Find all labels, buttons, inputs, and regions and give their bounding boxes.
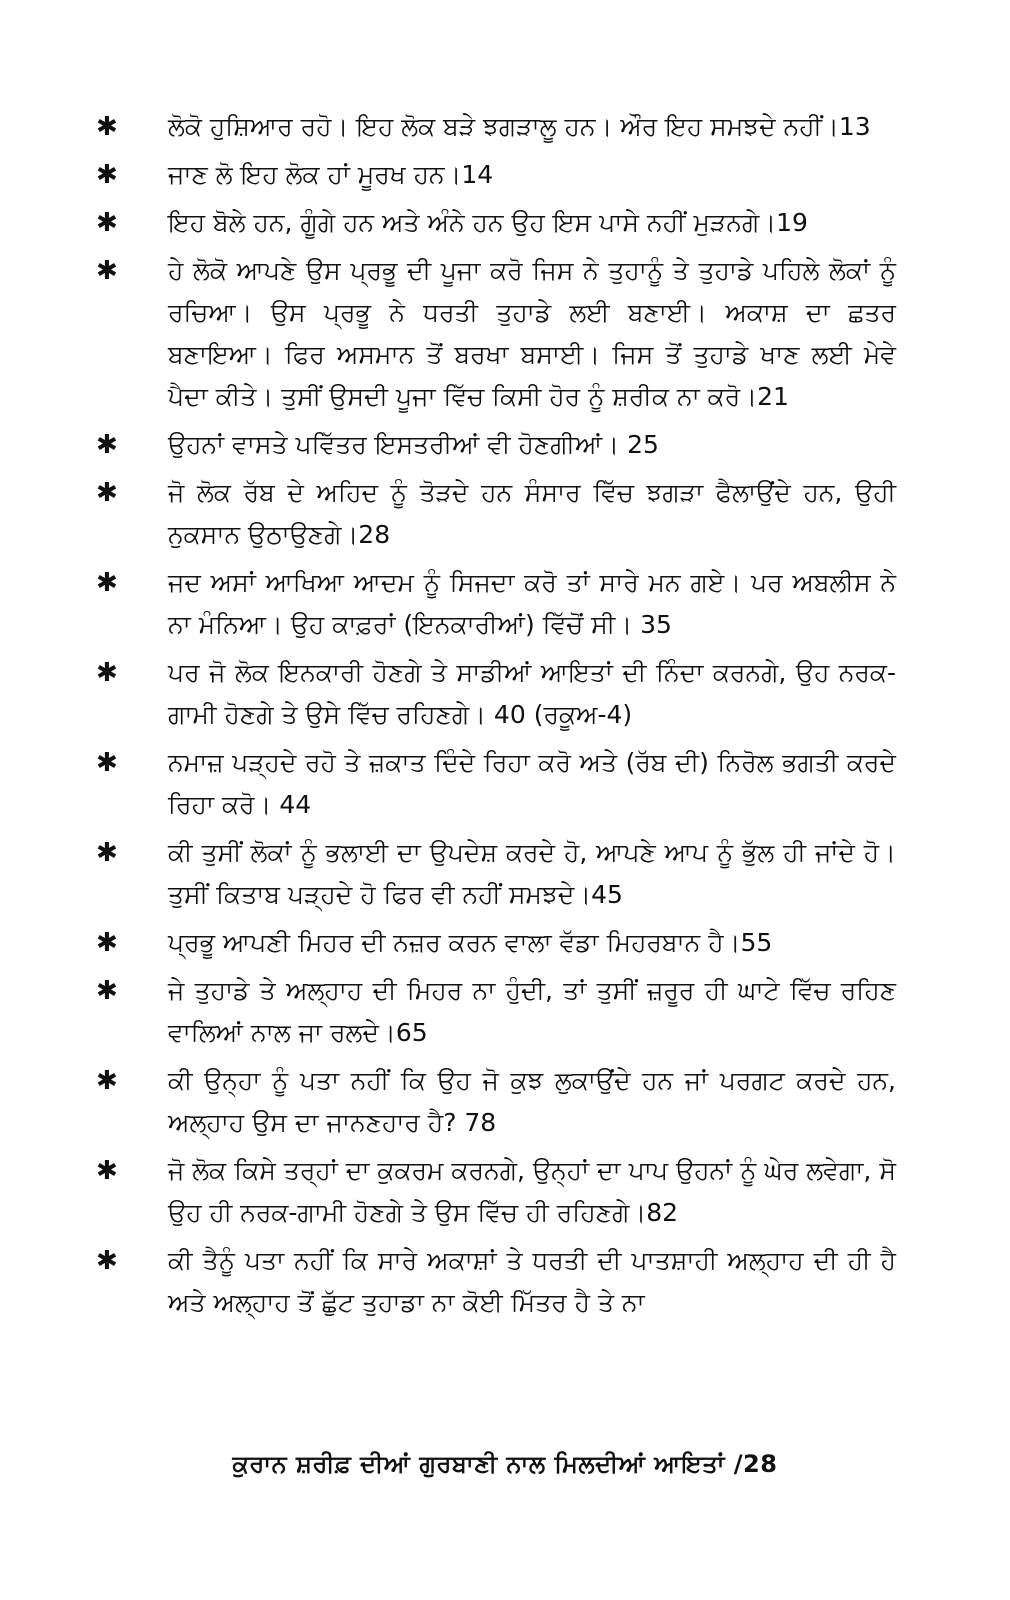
verse-text: ਕੀ ਤੈਨੂੰ ਪਤਾ ਨਹੀਂ ਕਿ ਸਾਰੇ ਅਕਾਸ਼ਾਂ ਤੇ ਧਰਤੀ ਦੀ ਪਾਤਸ਼ਾਹੀ ਅਲ੍ਹਾਹ ਦੀ ਹੀ ਹੈ ਅਤੇ ਅਲ੍ਹਾਹ ਤੋਂ ਛੁੱਟ ਤੁਹਾਡਾ ਨਾ ਕੋਈ ਮਿੱਤਰ ਹੈ ਤੇ ਨਾ xyxy=(168,1246,896,1317)
asterisk-bullet-icon: ✱ xyxy=(96,112,118,142)
list-item xyxy=(96,472,896,556)
verse-text: ਜੋ ਲੋਕ ਕਿਸੇ ਤਰ੍ਹਾਂ ਦਾ ਕੁਕਰਮ ਕਰਨਗੇ, ਉਨ੍ਹਾਂ ਦਾ ਪਾਪ ਉਹਨਾਂ ਨੂੰ ਘੇਰ ਲਵੇਗਾ, ਸੋ ਉਹ ਹੀ ਨਰਕ-ਗਾਮੀ ਹੋਣਗੇ ਤੇ ਉਸ ਵਿੱਚ ਹੀ ਰਹਿਣਗੇ।82 xyxy=(168,1156,896,1227)
verse-list xyxy=(96,106,896,1330)
verse-text: ਜਦ ਅਸਾਂ ਆਖਿਆ ਆਦਮ ਨੂੰ ਸਿਜਦਾ ਕਰੋ ਤਾਂ ਸਾਰੇ ਮਨ ਗਏ। ਪਰ ਅਬਲੀਸ ਨੇ ਨਾ ਮੰਨਿਆ। ਉਹ ਕਾਫ਼ਰਾਂ (ਇਨਕਾਰੀਆਂ) ਵਿੱਚੋਂ ਸੀ। 35 xyxy=(168,568,896,639)
verse-text: ਜੋ ਲੋਕ ਰੱਬ ਦੇ ਅਹਿਦ ਨੂੰ ਤੋੜਦੇ ਹਨ ਸੰਸਾਰ ਵਿੱਚ ਝਗੜਾ ਫੈਲਾਉਂਦੇ ਹਨ, ਉਹੀ ਨੁਕਸਾਨ ਉਠਾਉਣਗੇ।28 xyxy=(168,478,896,549)
verse-text: ਹੇ ਲੋਕੋ ਆਪਣੇ ਉਸ ਪ੍ਰਭੂ ਦੀ ਪੂਜਾ ਕਰੋ ਜਿਸ ਨੇ ਤੁਹਾਨੂੰ ਤੇ ਤੁਹਾਡੇ ਪਹਿਲੇ ਲੋਕਾਂ ਨੂੰ ਰਚਿਆ। ਉਸ ਪ੍ਰਭੂ ਨੇ ਧਰਤੀ ਤੁਹਾਡੇ ਲਈ ਬਣਾਈ। ਅਕਾਸ਼ ਦਾ ਛਤਰ ਬਣਾਇਆ। ਫਿਰ ਅਸਮਾਨ ਤੋਂ ਬਰਖਾ ਬਸਾਈ। ਜਿਸ ਤੋਂ ਤੁਹਾਡੇ ਖਾਣ ਲਈ ਮੇਵੇ ਪੈਦਾ ਕੀਤੇ। ਤੁਸੀਂ ਉਸਦੀ ਪੂਜਾ ਵਿੱਚ ਕਿਸੀ ਹੋਰ ਨੂੰ ਸ਼ਰੀਕ ਨਾ ਕਰੋ।21 xyxy=(168,256,896,411)
verse-text: ਲੋਕੋ ਹੁਸ਼ਿਆਰ ਰਹੋ। ਇਹ ਲੋਕ ਬੜੇ ਝਗੜਾਲੂ ਹਨ। ਔਰ ਇਹ ਸਮਝਦੇ ਨਹੀਂ।13 xyxy=(168,112,871,141)
asterisk-bullet-icon: ✱ xyxy=(96,658,118,688)
list-item xyxy=(96,922,896,964)
asterisk-bullet-icon: ✱ xyxy=(96,430,118,460)
asterisk-bullet-icon: ✱ xyxy=(96,1066,118,1096)
list-item xyxy=(96,832,896,916)
asterisk-bullet-icon: ✱ xyxy=(96,478,118,508)
list-item xyxy=(96,970,896,1054)
asterisk-bullet-icon: ✱ xyxy=(96,928,118,958)
page-footer: ਕੁਰਾਨ ਸ਼ਰੀਫ਼ ਦੀਆਂ ਗੁਰਬਾਣੀ ਨਾਲ ਮਿਲਦੀਆਂ ਆਇਤਾਂ /28 xyxy=(232,1450,778,1478)
verse-text: ਉਹਨਾਂ ਵਾਸਤੇ ਪਵਿੱਤਰ ਇਸਤਰੀਆਂ ਵੀ ਹੋਣਗੀਆਂ। 25 xyxy=(168,430,659,459)
list-item xyxy=(96,652,896,736)
list-item xyxy=(96,250,896,418)
list-item xyxy=(96,424,896,466)
list-item xyxy=(96,1060,896,1144)
asterisk-bullet-icon: ✱ xyxy=(96,208,118,238)
list-item xyxy=(96,562,896,646)
list-item xyxy=(96,154,896,196)
list-item xyxy=(96,106,896,148)
asterisk-bullet-icon: ✱ xyxy=(96,568,118,598)
list-item xyxy=(96,742,896,826)
verse-text: ਜਾਣ ਲੋ ਇਹ ਲੋਕ ਹਾਂ ਮੂਰਖ ਹਨ।14 xyxy=(168,160,494,189)
verse-text: ਪਰ ਜੋ ਲੋਕ ਇਨਕਾਰੀ ਹੋਣਗੇ ਤੇ ਸਾਡੀਆਂ ਆਇਤਾਂ ਦੀ ਨਿੰਦਾ ਕਰਨਗੇ, ਉਹ ਨਰਕ-ਗਾਮੀ ਹੋਣਗੇ ਤੇ ਉਸੇ ਵਿੱਚ ਰਹਿਣਗੇ। 40 (ਰਕੂਅ-4) xyxy=(168,658,896,729)
verse-text: ਪ੍ਰਭੂ ਆਪਣੀ ਮਿਹਰ ਦੀ ਨਜ਼ਰ ਕਰਨ ਵਾਲਾ ਵੱਡਾ ਮਿਹਰਬਾਨ ਹੈ।55 xyxy=(168,928,773,957)
verse-text: ਇਹ ਬੋਲੇ ਹਨ, ਗੂੰਗੇ ਹਨ ਅਤੇ ਅੰਨੇ ਹਨ ਉਹ ਇਸ ਪਾਸੇ ਨਹੀਂ ਮੁੜਨਗੇ।19 xyxy=(168,208,808,237)
asterisk-bullet-icon: ✱ xyxy=(96,976,118,1006)
asterisk-bullet-icon: ✱ xyxy=(96,748,118,778)
asterisk-bullet-icon: ✱ xyxy=(96,1246,118,1276)
asterisk-bullet-icon: ✱ xyxy=(96,160,118,190)
list-item xyxy=(96,202,896,244)
verse-text: ਕੀ ਉਨ੍ਹਾ ਨੂੰ ਪਤਾ ਨਹੀਂ ਕਿ ਉਹ ਜੋ ਕੁਝ ਲੁਕਾਉਂਦੇ ਹਨ ਜਾਂ ਪਰਗਟ ਕਰਦੇ ਹਨ, ਅਲ੍ਹਾਹ ਉਸ ਦਾ ਜਾਨਣਹਾਰ ਹੈ? 78 xyxy=(168,1066,896,1137)
asterisk-bullet-icon: ✱ xyxy=(96,1156,118,1186)
list-item xyxy=(96,1240,896,1324)
verse-text: ਨਮਾਜ਼ ਪੜ੍ਹਦੇ ਰਹੋ ਤੇ ਜ਼ਕਾਤ ਦਿੰਦੇ ਰਿਹਾ ਕਰੋ ਅਤੇ (ਰੱਬ ਦੀ) ਨਿਰੋਲ ਭਗਤੀ ਕਰਦੇ ਰਿਹਾ ਕਰੋ। 44 xyxy=(168,748,896,819)
verse-text: ਜੇ ਤੁਹਾਡੇ ਤੇ ਅਲ੍ਹਾਹ ਦੀ ਮਿਹਰ ਨਾ ਹੁੰਦੀ, ਤਾਂ ਤੁਸੀਂ ਜ਼ਰੂਰ ਹੀ ਘਾਟੇ ਵਿੱਚ ਰਹਿਣ ਵਾਲਿਆਂ ਨਾਲ ਜਾ ਰਲਦੇ।65 xyxy=(168,976,896,1047)
asterisk-bullet-icon: ✱ xyxy=(96,256,118,286)
asterisk-bullet-icon: ✱ xyxy=(96,838,118,868)
list-item xyxy=(96,1150,896,1234)
verse-text: ਕੀ ਤੁਸੀਂ ਲੋਕਾਂ ਨੂੰ ਭਲਾਈ ਦਾ ਉਪਦੇਸ਼ ਕਰਦੇ ਹੋ, ਆਪਣੇ ਆਪ ਨੂੰ ਭੁੱਲ ਹੀ ਜਾਂਦੇ ਹੋ। ਤੁਸੀਂ ਕਿਤਾਬ ਪੜ੍ਹਦੇ ਹੋ ਫਿਰ ਵੀ ਨਹੀਂ ਸਮਝਦੇ।45 xyxy=(168,838,896,909)
